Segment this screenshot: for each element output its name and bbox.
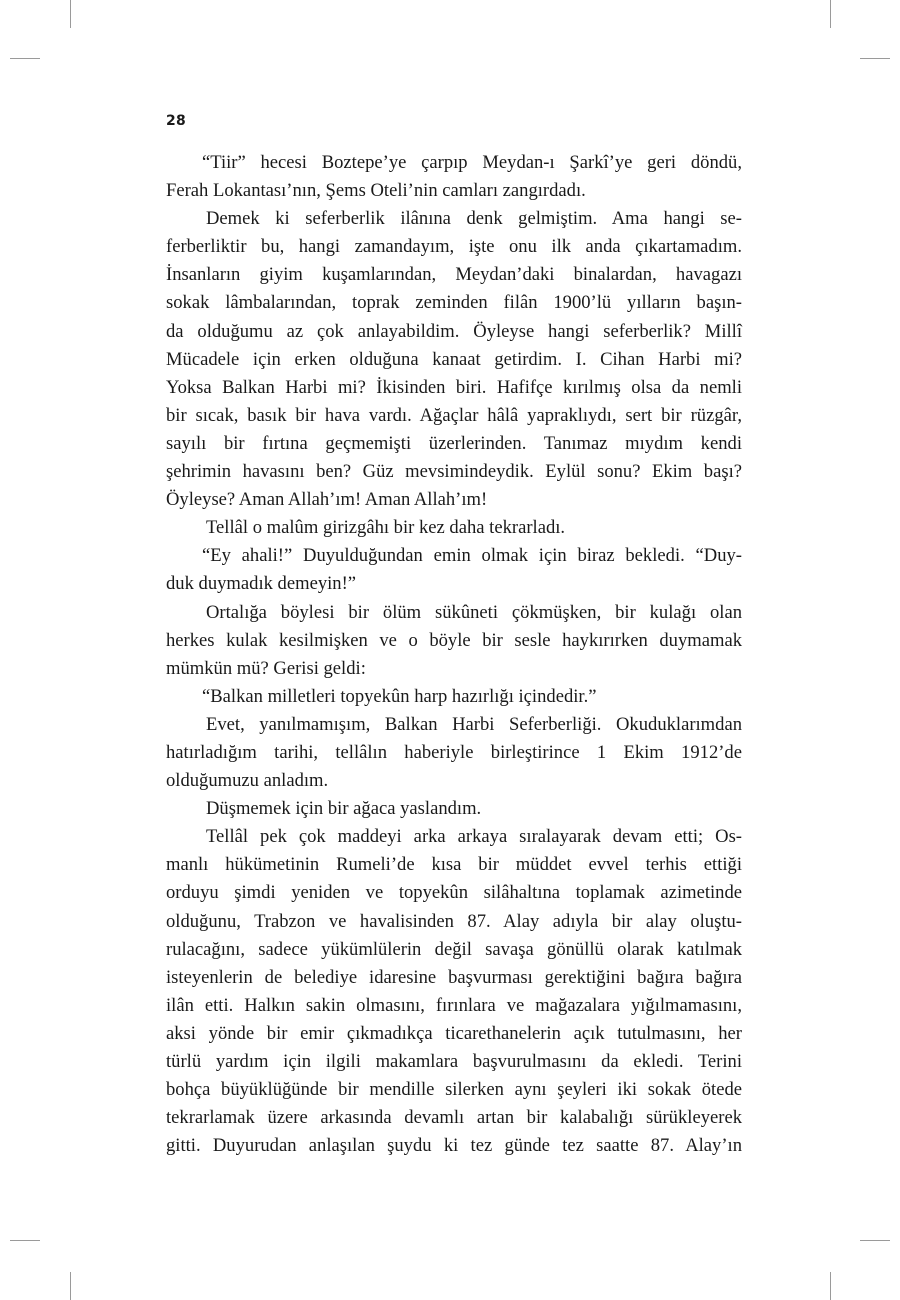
crop-mark-top-left xyxy=(70,0,71,28)
text-line: Mücadele için erken olduğuna kanaat getirdim. I. Cihan Harbi mi? xyxy=(166,348,742,370)
text-line: tekrarlamak üzere arkasında devamlı artan bir kalabalığı sürükleyerek xyxy=(166,1107,742,1129)
text-line: “Tiir” hecesi Boztepe’ye çarpıp Meydan-ı Şarkî’ye geri döndü, xyxy=(202,152,742,173)
text-line: şehrimin havasını ben? Güz mevsimindeydik. Eylül sonu? Ekim başı? xyxy=(166,461,742,483)
text-line: Tellâl pek çok maddeyi arka arkaya sıralayarak devam etti; Os- xyxy=(206,826,742,848)
crop-mark-top-right xyxy=(830,0,831,28)
text-line: bir sıcak, basık bir hava vardı. Ağaçlar hâlâ yapraklıydı, sert bir rüzgâr, xyxy=(166,404,742,426)
crop-mark-left-top xyxy=(10,58,40,59)
text-line: ilân etti. Halkın sakin olmasını, fırınlara ve mağazalara yığılmamasını, xyxy=(166,994,742,1016)
text-line: “Balkan milletleri topyekûn harp hazırlığı içindedir.” xyxy=(202,685,597,707)
text-line: aksi yönde bir emir çıkmadıkça ticarethanelerin açık tutulmasını, her xyxy=(166,1022,742,1044)
text-line: sayılı bir fırtına geçmemişti üzerlerinden. Tanımaz mıydım kendi xyxy=(166,432,742,454)
text-line: mümkün mü? Gerisi geldi: xyxy=(166,657,366,679)
text-line: orduyu şimdi yeniden ve topyekûn silâhaltına toplamak azimetinde xyxy=(166,882,742,904)
text-line: Ortalığa böylesi bir ölüm sükûneti çökmüşken, bir kulağı olan xyxy=(206,601,742,623)
text-line: Yoksa Balkan Harbi mi? İkisinden biri. Hafifçe kırılmış olsa da nemli xyxy=(166,376,742,398)
text-line: Ferah Lokantası’nın, Şems Oteli’nin camları zangırdadı. xyxy=(166,180,586,202)
body-text xyxy=(166,149,742,1160)
text-line: “Ey ahali!” Duyulduğundan emin olmak için biraz bekledi. “Duy- xyxy=(202,545,742,567)
text-line: duk duymadık demeyin!” xyxy=(166,573,357,595)
text-line: gitti. Duyurudan anlaşılan şuydu ki tez günde tez saatte 87. Alay’ın xyxy=(166,1135,742,1157)
text-line: Tellâl o malûm girizgâhı bir kez daha tekrarladı. xyxy=(206,517,566,539)
text-line: hatırladığım tarihi, tellâlın haberiyle birleştirince 1 Ekim 1912’de xyxy=(166,741,742,763)
text-line: sokak lâmbalarından, toprak zeminden filân 1900’lü yılların başın- xyxy=(166,292,742,314)
page-number: 28 xyxy=(166,113,187,129)
crop-mark-right-top xyxy=(860,58,890,59)
text-line: olduğumuzu anladım. xyxy=(166,770,329,792)
text-line: olduğunu, Trabzon ve havalisinden 87. Alay adıyla bir alay oluştu- xyxy=(166,910,742,932)
text-line: bohça büyüklüğünde bir mendille silerken aynı şeyleri iki sokak ötede xyxy=(166,1079,742,1101)
crop-mark-bottom-left xyxy=(70,1272,71,1300)
text-line: Evet, yanılmamışım, Balkan Harbi Seferberliği. Okuduklarımdan xyxy=(206,713,742,735)
text-line: isteyenlerin de belediye idaresine başvurması gerektiğini bağıra bağıra xyxy=(166,966,742,988)
text-line: Düşmemek için bir ağaca yaslandım. xyxy=(206,798,482,820)
text-line: herkes kulak kesilmişken ve o böyle bir sesle haykırırken duymamak xyxy=(166,629,742,651)
text-line: da olduğumu az çok anlayabildim. Öyleyse hangi seferberlik? Millî xyxy=(166,320,742,342)
text-line: Demek ki seferberlik ilânına denk gelmiştim. Ama hangi se- xyxy=(206,208,742,230)
text-line: türlü yardım için ilgili makamlara başvurulmasını da ekledi. Terini xyxy=(166,1051,742,1072)
text-line: rulacağını, sadece yükümlülerin değil savaşa gönüllü olarak katılmak xyxy=(166,938,742,960)
crop-mark-right-bottom xyxy=(860,1240,890,1241)
text-line: Öyleyse? Aman Allah’ım! Aman Allah’ım! xyxy=(166,489,488,511)
crop-mark-left-bottom xyxy=(10,1240,40,1241)
text-line: ferberliktir bu, hangi zamandayım, işte onu ilk anda çıkartamadım. xyxy=(166,236,742,258)
text-line: manlı hükümetinin Rumeli’de kısa bir müddet evvel terhis ettiği xyxy=(166,854,742,876)
text-line: İnsanların giyim kuşamlarından, Meydan’daki binalardan, havagazı xyxy=(166,264,742,286)
crop-mark-bottom-right xyxy=(830,1272,831,1300)
